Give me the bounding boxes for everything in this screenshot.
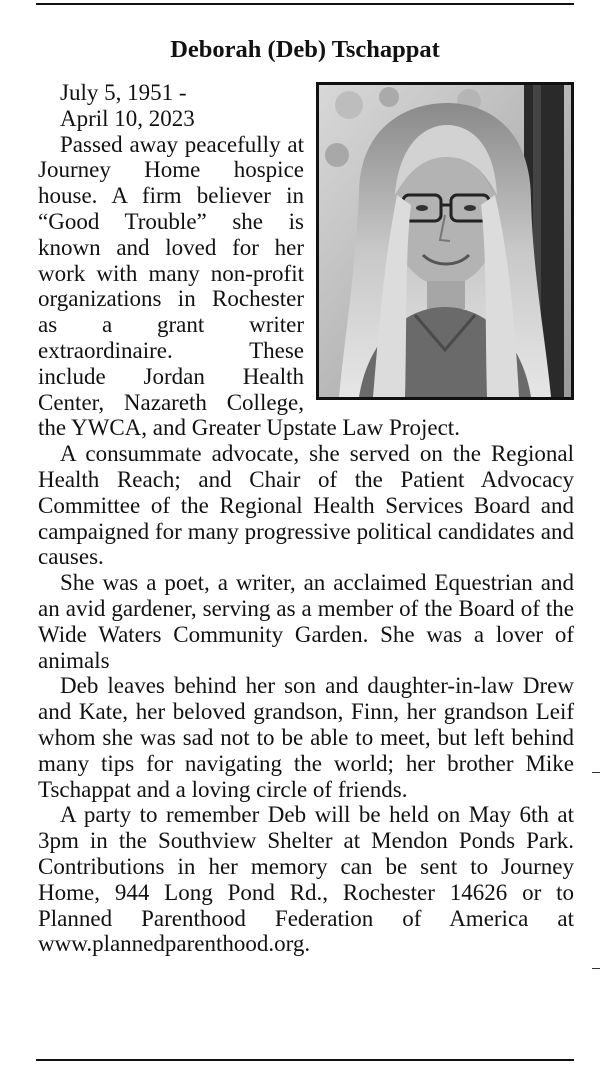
bottom-rule <box>36 1059 574 1061</box>
paragraph-survivors: Deb leaves behind her son and daughter-in-law Drew and Kate, her beloved grandson, Finn, her grandson Leif whom she was sad not to be able to meet, but left behind many tips for navigating the world; her brother Mike Tschappat and a loving circle of friends. <box>38 673 574 802</box>
portrait-photo <box>316 82 574 400</box>
birth-date: July 5, 1951 - <box>60 80 187 105</box>
margin-tick-mark <box>592 968 600 969</box>
portrait-image <box>319 85 571 397</box>
paragraph-interests: She was a poet, a writer, an acclaimed Equestrian and an avid gardener, serving as a member of the Board of the Wide Waters Community Garden. She was a lover of animals <box>38 570 574 673</box>
paragraph-memorial: A party to remember Deb will be held on May 6th at 3pm in the Southview Shelter at Mendon Ponds Park. Contributions in her memory can be sent to Journey Home, 944 Long Pond Rd., Rochester 14626 or to Planned Parenthood Federation of America at www.plannedparenthood.org. <box>38 802 574 957</box>
obituary-headline: Deborah (Deb) Tschappat <box>170 36 440 63</box>
death-date: April 10, 2023 <box>60 105 195 131</box>
margin-tick-mark <box>592 772 600 773</box>
obituary-article <box>38 80 574 957</box>
paragraph-advocacy: A consummate advocate, she served on the Regional Health Reach; and Chair of the Patient Advocacy Committee of the Regional Health Services Board and campaigned for many progressive political candidates and causes. <box>38 441 574 570</box>
paragraph-passing: Passed away peacefully at Journey Home hospice house. A firm believer in “Good Trouble” she is known and loved for her work with many non-profit organizations in Rochester as a grant writer extraordinaire. These include Jordan Health Center, Nazareth College, the YWCA, and Greater Upstate Law Project. <box>38 131 460 441</box>
top-rule <box>36 3 574 5</box>
